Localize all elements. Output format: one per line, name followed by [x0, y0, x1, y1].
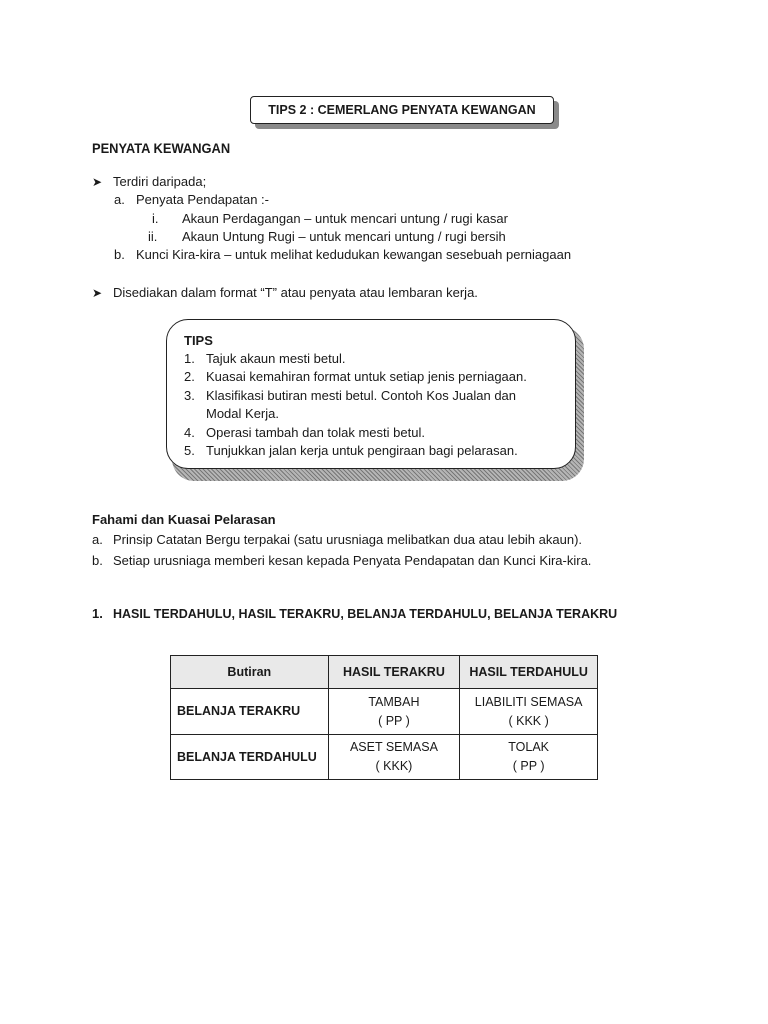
tips-item: Kuasai kemahiran format untuk setiap jenis perniagaan. — [206, 369, 527, 384]
cell-line: ( PP ) — [378, 713, 410, 728]
adjustment-table — [170, 655, 598, 780]
list-marker-b: b. — [114, 247, 125, 262]
section-number: 1. — [92, 606, 103, 621]
table-row — [171, 735, 598, 780]
tips-item: Tajuk akaun mesti betul. — [206, 351, 346, 366]
cell-line: ( KKK ) — [508, 713, 549, 728]
section-heading-hasil: HASIL TERDAHULU, HASIL TERAKRU, BELANJA TERDAHULU, BELANJA TERAKRU — [113, 607, 618, 621]
bullet-terdiri: Terdiri daripada; — [113, 174, 207, 189]
table-cell — [460, 689, 598, 735]
table-header: HASIL TERDAHULU — [460, 656, 598, 689]
tips-num: 5. — [184, 443, 195, 458]
list-item-kunci-kira-kira: Kunci Kira-kira – untuk melihat kedudukan kewangan sesebuah perniagaan — [136, 247, 572, 262]
list-item-akaun-untung-rugi: Akaun Untung Rugi – untuk mencari untung / rugi bersih — [182, 229, 506, 244]
arrow-bullet-icon: ➤ — [92, 286, 103, 300]
tips-num: 2. — [184, 369, 195, 384]
cell-line: TAMBAH — [368, 694, 420, 709]
cell-line: ( PP ) — [512, 759, 545, 773]
title-banner — [250, 96, 554, 126]
tips-num: 3. — [184, 388, 195, 403]
table-cell — [328, 689, 460, 735]
tips-item: Klasifikasi butiran mesti betul. Contoh Kos Jualan dan — [206, 388, 517, 403]
table-header-row — [171, 656, 598, 689]
section-heading: PENYATA KEWANGAN — [92, 140, 231, 156]
list-item-penyata-pendapatan: Penyata Pendapatan :- — [136, 192, 269, 207]
cell-line: TOLAK — [508, 740, 550, 754]
tips-item: Operasi tambah dan tolak mesti betul. — [206, 425, 425, 440]
list-item-akaun-perdagangan: Akaun Perdagangan – untuk mencari untung / rugi kasar — [182, 211, 508, 226]
table-header: Butiran — [171, 656, 329, 689]
list-marker-a: a. — [92, 532, 103, 547]
section-heading-pelarasan: Fahami dan Kuasai Pelarasan — [92, 512, 276, 527]
bullet-disediakan: Disediakan dalam format “T” atau penyata atau lembaran kerja. — [113, 285, 478, 300]
cell-line: LIABILITI SEMASA — [474, 694, 583, 709]
table-header: HASIL TERAKRU — [328, 656, 460, 689]
table-row — [171, 689, 598, 735]
list-marker-b: b. — [92, 553, 103, 568]
cell-line: ASET SEMASA — [349, 740, 438, 754]
list-item-setiap-urusniaga: Setiap urusniaga memberi kesan kepada Penyata Pendapatan dan Kunci Kira-kira. — [113, 553, 592, 568]
arrow-bullet-icon: ➤ — [92, 175, 103, 189]
tips-item: Tunjukkan jalan kerja untuk pengiraan bagi pelarasan. — [206, 443, 518, 458]
tips-num: 1. — [184, 351, 195, 366]
cell-line: ( KKK) — [375, 759, 413, 773]
tips-title: TIPS — [184, 333, 213, 348]
row-label: BELANJA TERDAHULU — [171, 735, 329, 780]
row-label: BELANJA TERAKRU — [171, 689, 329, 735]
table-cell — [328, 735, 460, 780]
page-title: TIPS 2 : CEMERLANG PENYATA KEWANGAN — [250, 96, 554, 124]
list-item-prinsip: Prinsip Catatan Bergu terpakai (satu urusniaga melibatkan dua atau lebih akaun). — [113, 532, 583, 547]
list-marker-i: i. — [152, 211, 159, 226]
tips-panel — [166, 319, 576, 469]
tips-item: Modal Kerja. — [206, 406, 279, 421]
list-marker-a: a. — [114, 192, 125, 207]
tips-box — [166, 319, 584, 481]
table-cell — [460, 735, 598, 780]
tips-num: 4. — [184, 425, 195, 440]
list-marker-ii: ii. — [148, 229, 158, 244]
